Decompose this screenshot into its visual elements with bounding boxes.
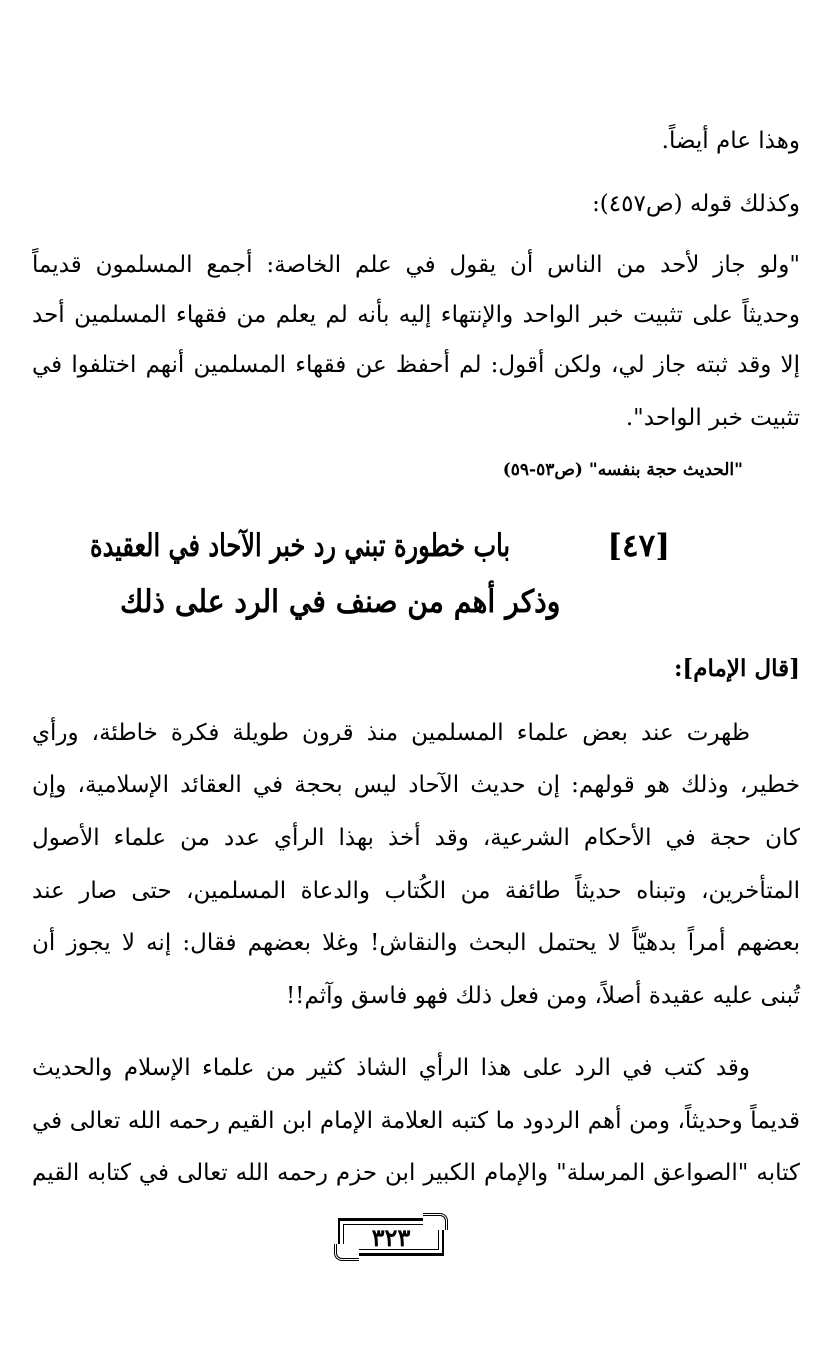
paragraph-1-line-1: ظهرت عند بعض علماء المسلمين منذ قرون طويلة فكرة خاطئة، ورأي — [32, 720, 750, 746]
section-title-line-1: باب خطورة تبني رد خبر الآحاد في العقيدة — [89, 528, 510, 564]
page-number-frame — [338, 1218, 444, 1256]
line-his-saying-page: وكذلك قوله (ص٤٥٧): — [592, 191, 800, 217]
quote-source-reference: "الحديث حجة بنفسه" (ص٥٣-٥٩) — [502, 460, 743, 480]
paragraph-1-line-6: تُبنى عليه عقيدة أصلاً، ومن فعل ذلك فهو فاسق وآثم!! — [285, 983, 800, 1009]
paragraph-1-line-2: خطير، وذلك هو قولهم: إن حديث الآحاد ليس بحجة في العقائد الإسلامية، وإن — [32, 772, 800, 798]
paragraph-2-line-1: وقد كتب في الرد على هذا الرأي الشاذ كثير من علماء الإسلام والحديث — [32, 1055, 750, 1081]
quote-line-2: وحديثاً على تثبيت خبر الواحد والإنتهاء إليه بأنه لم يعلم من فقهاء المسلمين أحد — [32, 302, 800, 328]
paragraph-1-line-5: بعضهم أمراً بدهيّاً لا يحتمل البحث والنقاش! وغلا بعضهم فقال: إنه لا يجوز أن — [32, 930, 800, 956]
section-number: [٤٧] — [607, 528, 670, 564]
page-number: ٣٢٣ — [371, 1223, 411, 1252]
quote-line-3: إلا وقد ثبته جاز لي، ولكن أقول: لم أحفظ عن فقهاء المسلمين أنهم اختلفوا في — [32, 352, 800, 378]
paragraph-1-line-3: كان حجة في الأحكام الشرعية، وقد أخذ بهذا الرأي عدد من علماء الأصول — [32, 825, 800, 851]
line-general-also: وهذا عام أيضاً. — [661, 128, 800, 154]
quote-line-4: تثبيت خبر الواحد". — [625, 405, 800, 431]
imam-label: [قال الإمام]: — [673, 655, 800, 682]
paragraph-2-line-3: كتابه "الصواعق المرسلة" والإمام الكبير ابن حزم رحمه الله تعالى في كتابه القيم — [32, 1160, 800, 1186]
paragraph-2-line-2: قديماً وحديثاً، ومن أهم الردود ما كتبه العلامة الإمام ابن القيم رحمه الله تعالى في — [32, 1108, 800, 1134]
paragraph-1-line-4: المتأخرين، وتبناه حديثاً طائفة من الكُتاب والدعاة المسلمين، حتى صار عند — [32, 878, 800, 904]
section-title-line-2: وذكر أهم من صنف في الرد على ذلك — [119, 584, 560, 620]
quote-line-1: "ولو جاز لأحد من الناس أن يقول في علم الخاصة: أجمع المسلمون قديماً — [32, 252, 800, 278]
